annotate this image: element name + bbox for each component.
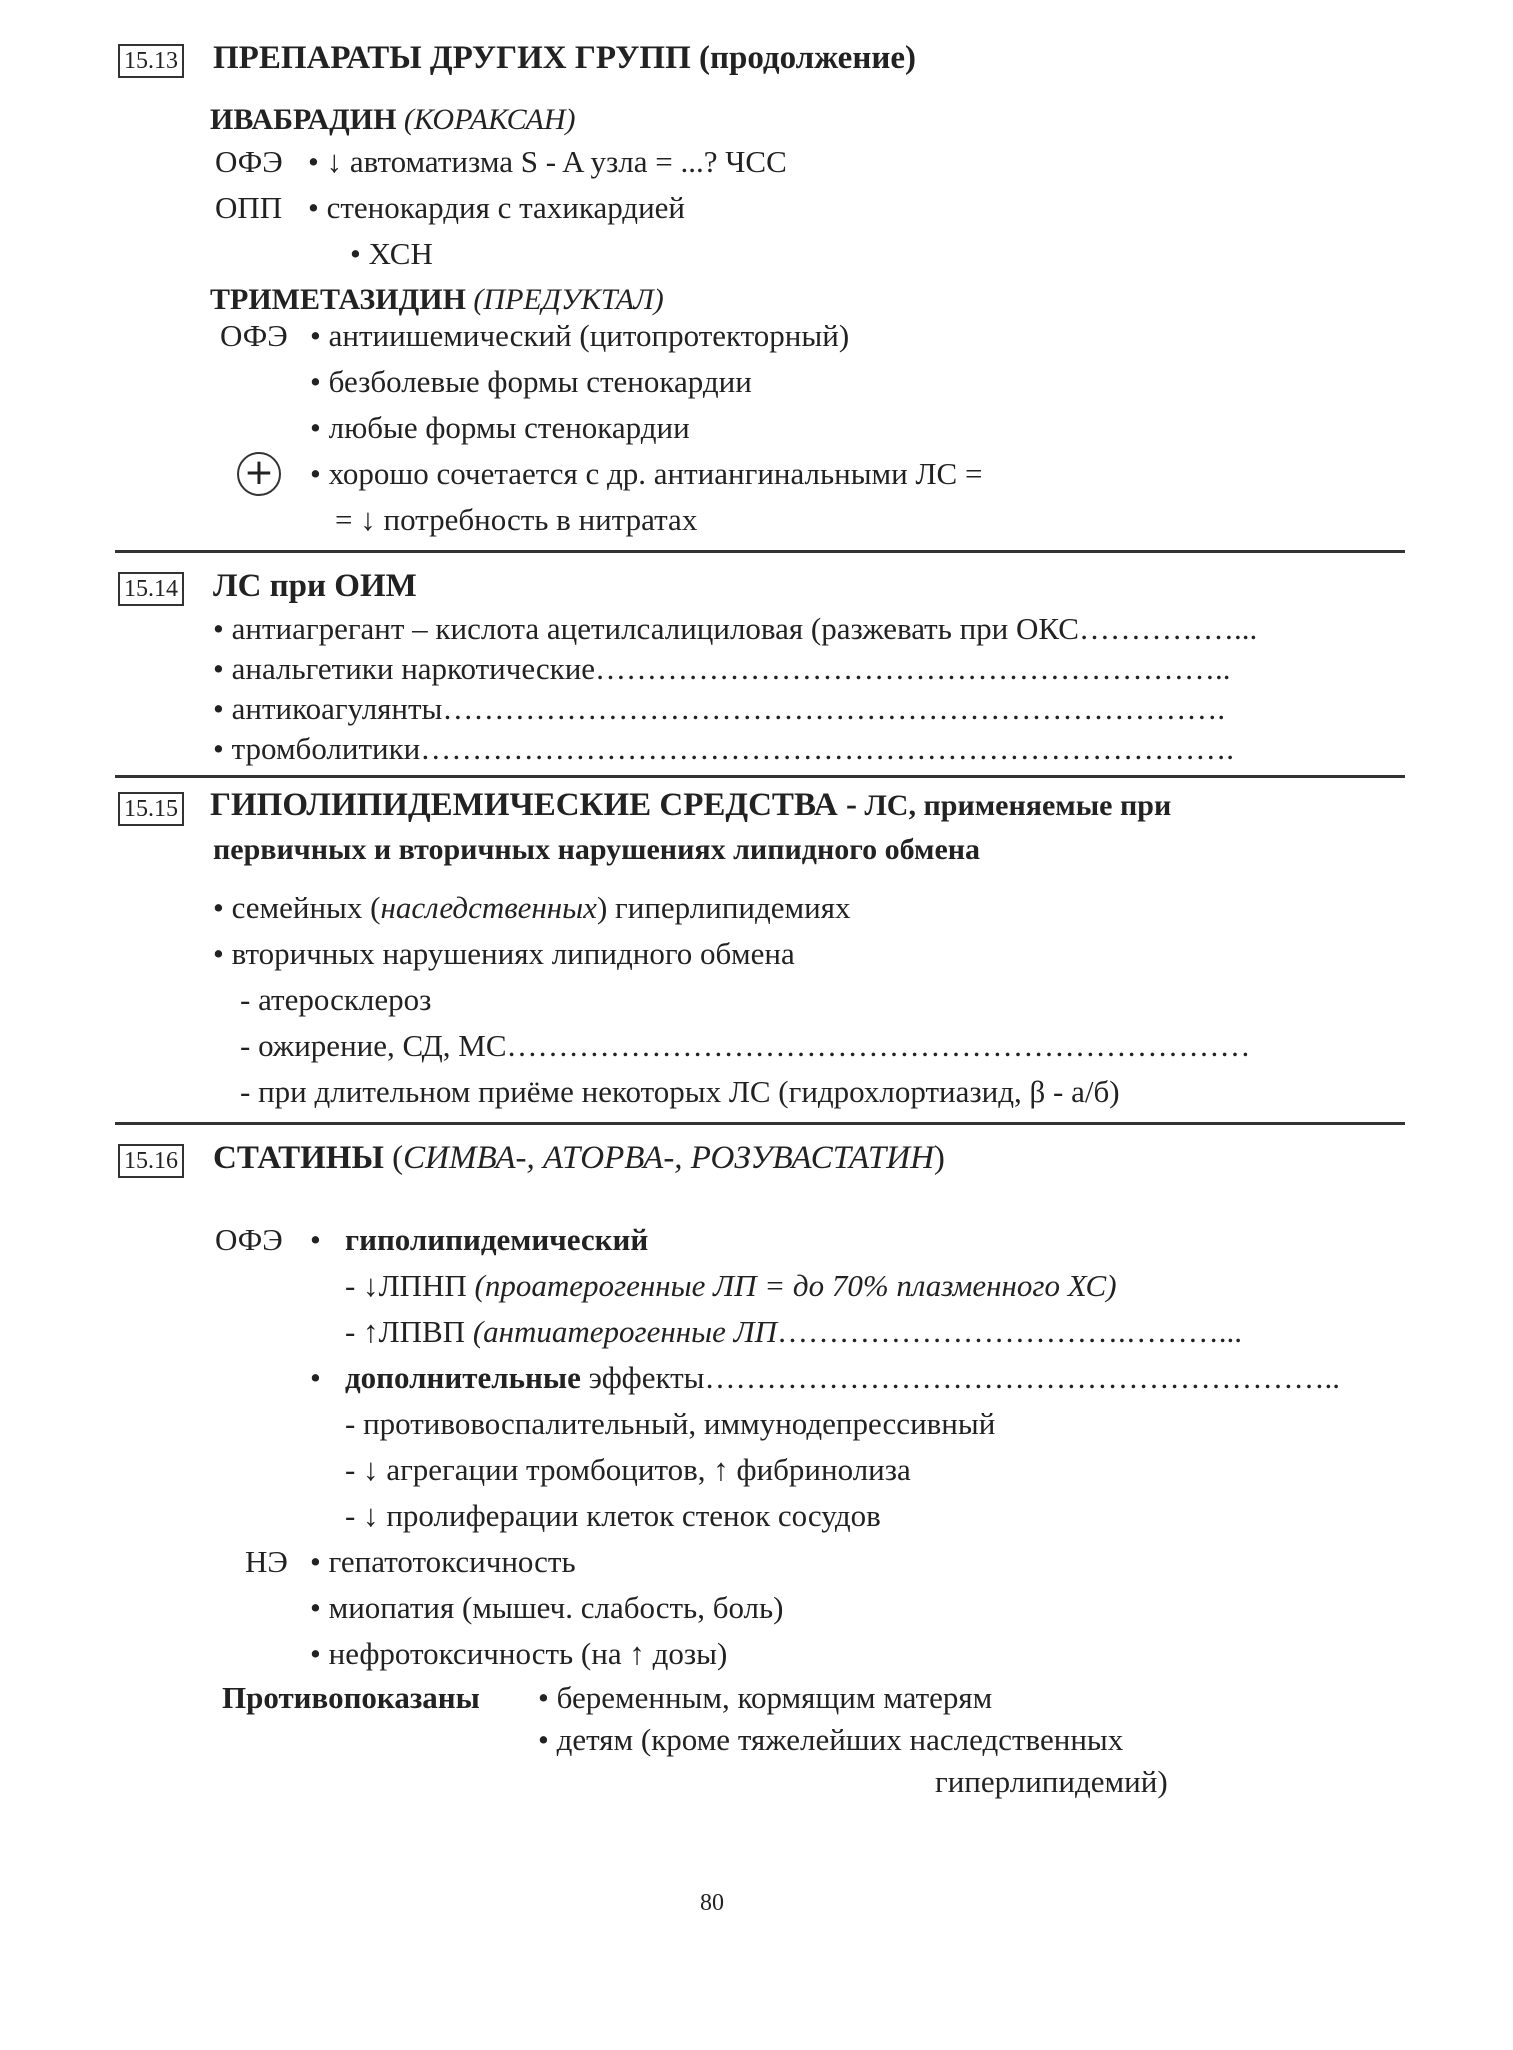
section-title (213, 1140, 945, 1176)
list-item-text: - ↑ЛПВП (345, 1314, 473, 1349)
section-number: 15.13 (118, 44, 184, 78)
list-item: гиполипидемический (345, 1222, 649, 1257)
section-title (213, 40, 916, 76)
drug-name (210, 282, 664, 318)
drug-name-text: ИВАБРАДИН (210, 103, 397, 136)
drug-trade-name: (ПРЕДУКТАЛ) (465, 283, 664, 316)
list-item: • детям (кроме тяжелейших наследственных (538, 1722, 1124, 1757)
list-item: • любые формы стенокардии (310, 410, 690, 445)
section-title-italic: СИМВА-, АТОРВА-, РОЗУВАСТАТИН (403, 1140, 934, 1176)
list-item: • антиишемический (цитопротекторный) (310, 318, 850, 353)
label: ОФЭ (215, 1222, 283, 1257)
list-item-text: - ↓ЛПНП (345, 1268, 475, 1303)
list-item: • беременным, кормящим матерям (538, 1680, 993, 1715)
list-item: - противовоспалительный, иммунодепрессивный (345, 1406, 996, 1441)
section-number: 15.16 (118, 1144, 184, 1178)
list-item: • безболевые формы стенокардии (310, 364, 752, 399)
section-title-line2: первичных и вторичных нарушениях липидного обмена (213, 833, 981, 866)
section-title-bold: ГИПОЛИПИДЕМИЧЕСКИЕ СРЕДСТВА - (210, 787, 857, 823)
list-item: • анальгетики наркотические…………………………………………………….. (213, 651, 1231, 686)
list-item: • гепатотоксичность (310, 1544, 576, 1579)
list-item: • ХСН (350, 236, 433, 271)
drug-name (210, 102, 575, 138)
label: ОФЭ (215, 144, 283, 179)
list-item-text: • семейных ( (213, 890, 381, 925)
list-item (345, 1268, 1117, 1304)
section-title-suffix: (продолжение) (690, 40, 916, 76)
section-title-text: СТАТИНЫ (213, 1140, 384, 1176)
list-item: - ↓ пролиферации клеток стенок сосудов (345, 1498, 881, 1533)
label: НЭ (245, 1544, 288, 1579)
list-item-bold: дополнительные (345, 1360, 581, 1395)
list-item: • миопатия (мышеч. слабость, боль) (310, 1590, 784, 1625)
list-item (345, 1314, 1242, 1350)
drug-name-text: ТРИМЕТАЗИДИН (210, 283, 466, 316)
list-item-text: ) гиперлипидемиях (596, 890, 851, 925)
list-item: • ↓ автоматизма S - A узла = ...? ЧСС (308, 144, 787, 179)
page-number: 80 (700, 1890, 724, 1916)
list-item: • хорошо сочетается с др. антиангинальными ЛС = (310, 456, 983, 491)
list-item-text: …………………………….………... (777, 1314, 1243, 1349)
bullet: • (310, 1360, 321, 1395)
section-title: ЛС при ОИМ (213, 568, 417, 604)
section-title-rest: ЛС, применяемые при (856, 789, 1172, 822)
label: Противопоказаны (222, 1680, 480, 1715)
list-item: гиперлипидемий) (935, 1764, 1168, 1799)
plus-circle-icon: + (237, 452, 281, 496)
list-item: • антикоагулянты…………………………………………………………………. (213, 691, 1226, 726)
list-item: = ↓ потребность в нитратах (335, 502, 698, 537)
list-item-italic: наследственных (380, 890, 597, 925)
list-item-text: эффекты…………………………………………………….. (580, 1360, 1341, 1395)
list-item: - ожирение, СД, МС……………………………………………………………… (240, 1028, 1251, 1063)
section-divider (115, 550, 1405, 553)
list-item: • стенокардия с тахикардией (308, 190, 686, 225)
label: ОПП (215, 190, 283, 225)
list-item: - ↓ агрегации тромбоцитов, ↑ фибринолиза (345, 1452, 911, 1487)
section-title-paren: ) (933, 1140, 945, 1176)
list-item-italic: (антиатерогенные ЛП (472, 1314, 778, 1349)
section-number: 15.14 (118, 572, 184, 606)
drug-trade-name: (КОРАКСАН) (396, 103, 576, 136)
label: ОФЭ (220, 318, 288, 353)
list-item: • нефротоксичность (на ↑ дозы) (310, 1636, 728, 1671)
list-item-italic: (проатерогенные ЛП = до 70% плазменного ХС) (474, 1268, 1117, 1303)
list-item (213, 890, 851, 926)
list-item: - атеросклероз (240, 982, 432, 1017)
list-item: • тромболитики……………………………………………………………………. (213, 731, 1235, 766)
list-item: • антиагрегант – кислота ацетилсалициловая (разжевать при ОКС……………... (213, 611, 1258, 646)
section-title-text: ПРЕПАРАТЫ ДРУГИХ ГРУПП (213, 40, 691, 76)
section-title-paren: ( (383, 1140, 404, 1176)
list-item (345, 1360, 1340, 1396)
bullet: • (310, 1222, 321, 1257)
list-item: - при длительном приёме некоторых ЛС (гидрохлортиазид, β - а/б) (240, 1074, 1120, 1109)
list-item: • вторичных нарушениях липидного обмена (213, 936, 795, 971)
section-number: 15.15 (118, 792, 184, 826)
section-divider (115, 1122, 1405, 1125)
section-title (210, 787, 1171, 824)
section-divider (115, 775, 1405, 778)
